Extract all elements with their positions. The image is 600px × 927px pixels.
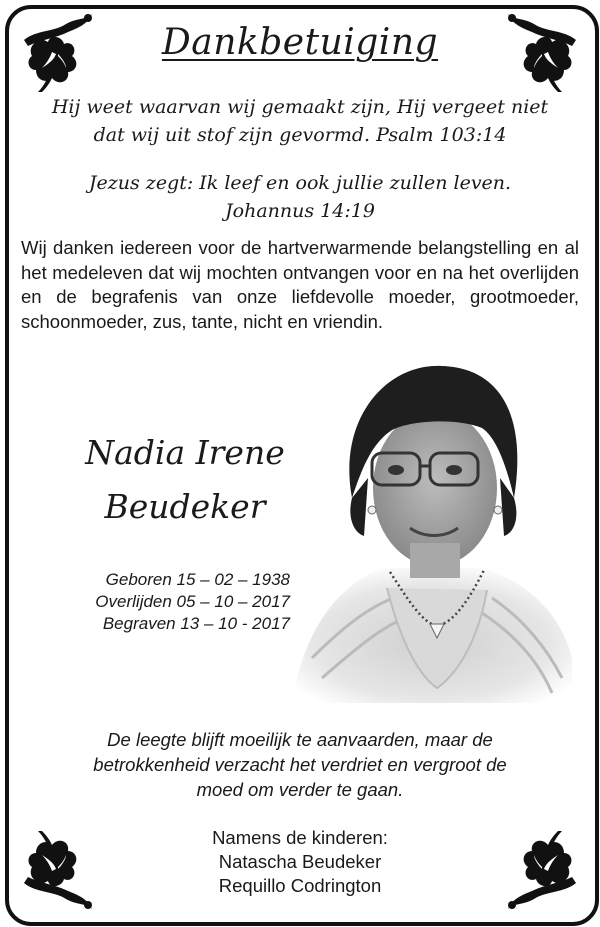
deceased-last-name: Beudeker [104, 487, 266, 526]
signature-name: Natascha Beudeker [218, 851, 382, 872]
portrait-photo [292, 358, 572, 703]
signature-block [0, 826, 600, 898]
john-verse-line: Johannus 14:19 [225, 200, 375, 222]
closing-text [0, 727, 600, 802]
thank-you-text: Wij danken iedereen voor de hartverwarmende belangstelling en al het medeleven dat wij mochten ontvangen voor en na het overlijden en de begrafenis van onze liefdevolle moeder, grootmoeder, schoonmoeder, zus, tante, nicht en vriendin. [21, 237, 579, 332]
john-verse [0, 169, 600, 225]
deceased-name [40, 426, 330, 534]
john-verse-line: Jezus zegt: Ik leef en ook jullie zullen leven. [88, 172, 512, 194]
psalm-verse-line: dat wij uit stof zijn gevormd. Psalm 103:14 [93, 124, 507, 146]
burial-date: Begraven 13 – 10 - 2017 [102, 614, 290, 633]
deceased-first-names: Nadia Irene [85, 433, 285, 472]
closing-line: betrokkenheid verzacht het verdriet en vergroot de [93, 754, 507, 775]
signature-intro: Namens de kinderen: [212, 827, 388, 848]
page-title: Dankbetuiging [161, 22, 439, 63]
closing-line: moed om verder te gaan. [196, 779, 404, 800]
dates-block [40, 569, 290, 635]
signature-name: Requillo Codrington [218, 875, 382, 896]
birth-date: Geboren 15 – 02 – 1938 [105, 570, 290, 589]
psalm-verse [0, 93, 600, 149]
closing-line: De leegte blijft moeilijk te aanvaarden, maar de [107, 729, 493, 750]
death-date: Overlijden 05 – 10 – 2017 [95, 592, 290, 611]
psalm-verse-line: Hij weet waarvan wij gemaakt zijn, Hij vergeet niet [51, 96, 549, 118]
